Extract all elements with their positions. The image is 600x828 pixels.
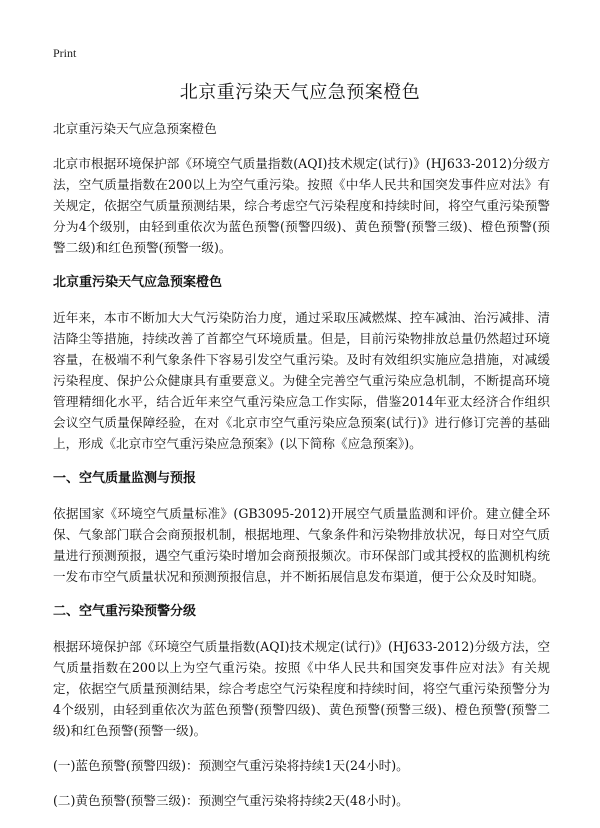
monitoring-paragraph: 依据国家《环境空气质量标准》(GB3095-2012)开展空气质量监测和评价。建立健全环保、气象部门联合会商预报机制，根据地理、气象条件和污染物排放状况，每日对空气质量进行预测预报，遇空气重污染时增加会商预报频次。市环保部门或其授权的监测机构统一发布市空气质量状况和预测预报信息，并不断拓展信息发布渠道，便于公众及时知晓。 xyxy=(53,506,550,584)
warning-levels-paragraph: 根据环境保护部《环境空气质量指数(AQI)技术规定(试行)》(HJ633-2012)分级方法，空气质量指数在200以上为空气重污染。按照《中华人民共和国突发事件应对法》有关规定，依据空气质量预测结果，综合考虑空气污染程度和持续时间，将空气重污染预警分为4个级别，由轻到重依次为蓝色预警(预警四级)、黄色预警(预警三级)、橙色预警(预警二级)和红色预警(预警一级)。 xyxy=(53,639,550,738)
section-heading-monitoring: 一、空气质量监测与预报 xyxy=(53,471,197,486)
document-subtitle: 北京重污染天气应急预案橙色 xyxy=(53,121,217,136)
print-link[interactable]: Print xyxy=(53,46,77,60)
section-heading-main: 北京重污染天气应急预案橙色 xyxy=(53,275,223,290)
background-paragraph: 近年来，本市不断加大大气污染防治力度，通过采取压减燃煤、控车减油、治污减排、清洁降尘等措施，持续改善了首都空气环境质量。但是，目前污染物排放总量仍然超过环境容量，在极端不利气象条件下容易引发空气重污染。及时有效组织实施应急措施，对减缓污染程度、保护公众健康具有重要意义。为健全完善空气重污染应急机制，不断提高环境管理精细化水平，结合近年来空气重污染应急工作实际，借鉴2014年亚太经济合作组织会议空气质量保障经验，在对《北京市空气重污染应急预案(试行)》进行修订完善的基础上，形成《北京市空气重污染应急预案》(以下简称《应急预案》)。 xyxy=(53,310,550,451)
intro-paragraph: 北京市根据环境保护部《环境空气质量指数(AQI)技术规定(试行)》(HJ633-2012)分级方法，空气质量指数在200以上为空气重污染。按照《中华人民共和国突发事件应对法》有关规定，依据空气质量预测结果，综合考虑空气污染程度和持续时间，将空气重污染预警分为4个级别，由轻到重依次为蓝色预警(预警四级)、黄色预警(预警三级)、橙色预警(预警二级)和红色预警(预警一级)。 xyxy=(53,156,550,255)
document-body xyxy=(53,118,550,825)
page-title: 北京重污染天气应急预案橙色 xyxy=(179,82,421,103)
warning-item-yellow: (二)黄色预警(预警三级)：预测空气重污染将持续2天(48小时)。 xyxy=(53,793,409,808)
section-heading-warning-levels: 二、空气重污染预警分级 xyxy=(53,604,197,619)
warning-item-blue: (一)蓝色预警(预警四级)：预测空气重污染将持续1天(24小时)。 xyxy=(53,758,409,773)
